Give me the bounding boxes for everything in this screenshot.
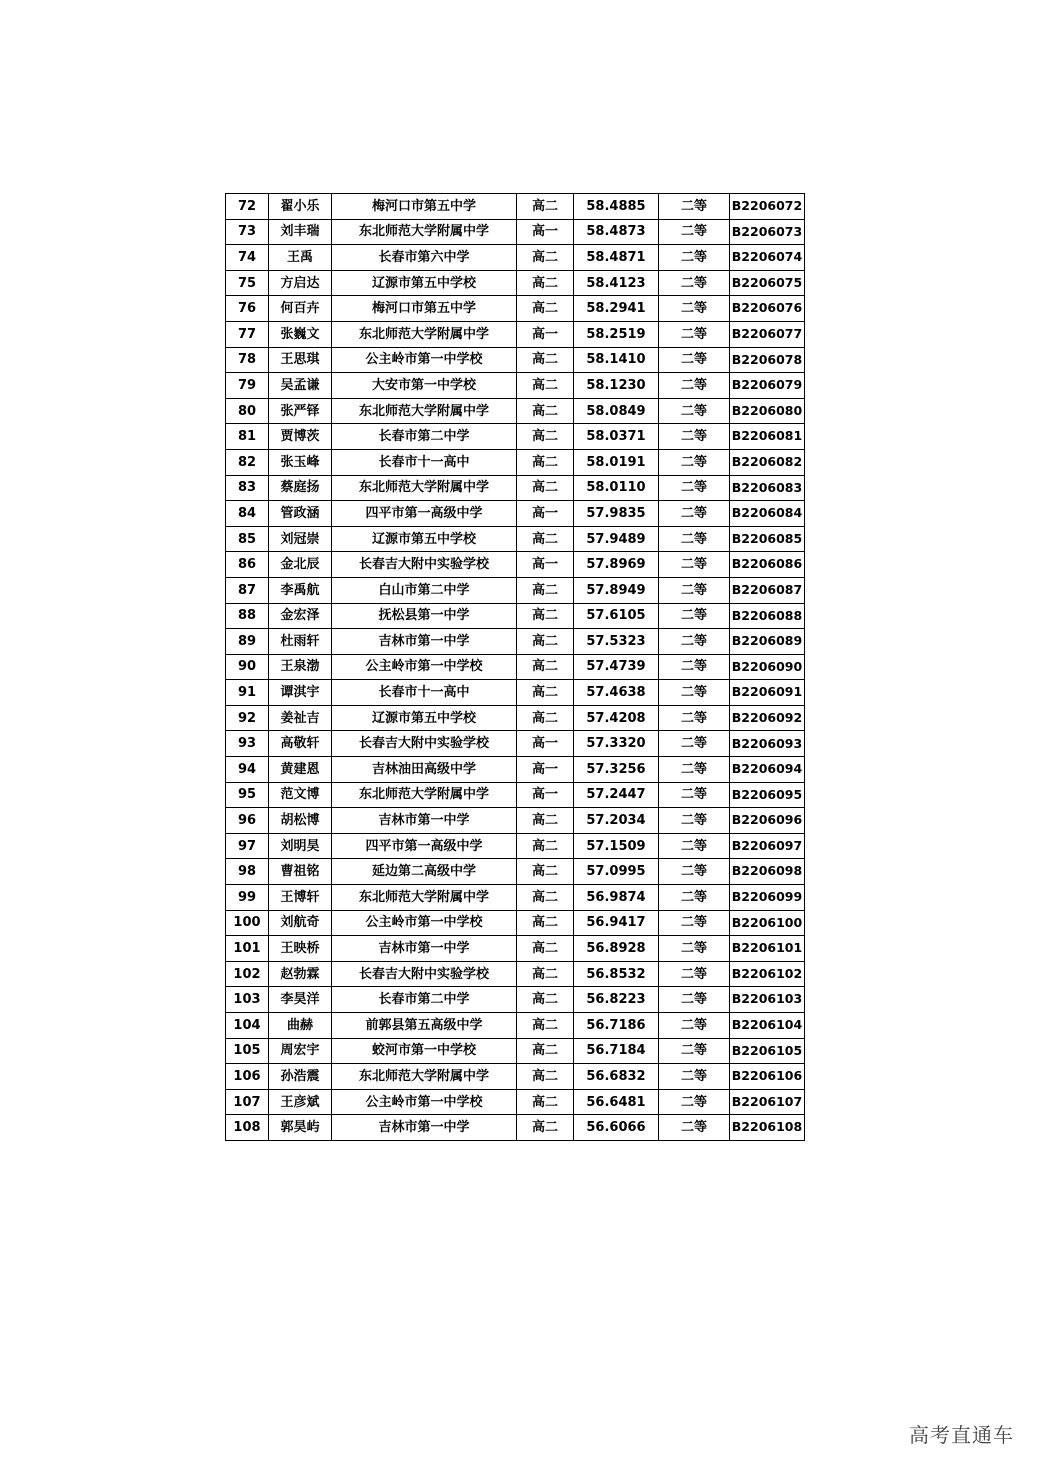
- rank-cell: 107: [226, 1089, 269, 1115]
- certificate-cell: B2206107: [730, 1089, 805, 1115]
- name-cell: 王思琪: [269, 347, 332, 373]
- award-cell: 二等: [659, 987, 730, 1013]
- grade-cell: 高二: [517, 654, 574, 680]
- school-cell: 公主岭市第一中学校: [332, 910, 517, 936]
- certificate-cell: B2206085: [730, 526, 805, 552]
- grade-cell: 高二: [517, 885, 574, 911]
- name-cell: 王博轩: [269, 885, 332, 911]
- rank-cell: 102: [226, 961, 269, 987]
- table-row: [226, 833, 805, 859]
- name-cell: 杜雨轩: [269, 629, 332, 655]
- table-row: [226, 270, 805, 296]
- grade-cell: 高二: [517, 808, 574, 834]
- school-cell: 四平市第一高级中学: [332, 833, 517, 859]
- name-cell: 张巍文: [269, 321, 332, 347]
- school-cell: 梅河口市第五中学: [332, 194, 517, 220]
- grade-cell: 高一: [517, 782, 574, 808]
- certificate-cell: B2206103: [730, 987, 805, 1013]
- award-cell: 二等: [659, 373, 730, 399]
- grade-cell: 高二: [517, 245, 574, 271]
- table-row: [226, 449, 805, 475]
- rank-cell: 87: [226, 577, 269, 603]
- award-cell: 二等: [659, 501, 730, 527]
- table-row: [226, 705, 805, 731]
- school-cell: 辽源市第五中学校: [332, 526, 517, 552]
- score-cell: 57.8949: [574, 577, 659, 603]
- name-cell: 管政涵: [269, 501, 332, 527]
- name-cell: 张严铎: [269, 398, 332, 424]
- certificate-cell: B2206095: [730, 782, 805, 808]
- rank-cell: 106: [226, 1064, 269, 1090]
- table-row: [226, 194, 805, 220]
- grade-cell: 高二: [517, 398, 574, 424]
- rank-cell: 104: [226, 1013, 269, 1039]
- certificate-cell: B2206074: [730, 245, 805, 271]
- name-cell: 金宏泽: [269, 603, 332, 629]
- school-cell: 公主岭市第一中学校: [332, 1089, 517, 1115]
- table-row: [226, 1013, 805, 1039]
- table-row: [226, 731, 805, 757]
- name-cell: 赵勃霖: [269, 961, 332, 987]
- table-row: [226, 1038, 805, 1064]
- table-row: [226, 910, 805, 936]
- certificate-cell: B2206075: [730, 270, 805, 296]
- rank-cell: 96: [226, 808, 269, 834]
- rank-cell: 80: [226, 398, 269, 424]
- certificate-cell: B2206073: [730, 219, 805, 245]
- score-cell: 57.3256: [574, 757, 659, 783]
- table-row: [226, 347, 805, 373]
- score-cell: 58.0849: [574, 398, 659, 424]
- certificate-cell: B2206079: [730, 373, 805, 399]
- name-cell: 刘冠崇: [269, 526, 332, 552]
- grade-cell: 高二: [517, 577, 574, 603]
- score-cell: 56.8223: [574, 987, 659, 1013]
- table-row: [226, 1115, 805, 1141]
- school-cell: 东北师范大学附属中学: [332, 219, 517, 245]
- school-cell: 白山市第二中学: [332, 577, 517, 603]
- score-cell: 56.9874: [574, 885, 659, 911]
- award-cell: 二等: [659, 859, 730, 885]
- award-cell: 二等: [659, 194, 730, 220]
- school-cell: 长春吉大附中实验学校: [332, 961, 517, 987]
- name-cell: 郭昊屿: [269, 1115, 332, 1141]
- score-cell: 57.0995: [574, 859, 659, 885]
- name-cell: 王映桥: [269, 936, 332, 962]
- grade-cell: 高二: [517, 1064, 574, 1090]
- name-cell: 李昊洋: [269, 987, 332, 1013]
- grade-cell: 高二: [517, 270, 574, 296]
- table-row: [226, 501, 805, 527]
- table-row: [226, 321, 805, 347]
- score-cell: 58.4871: [574, 245, 659, 271]
- award-cell: 二等: [659, 705, 730, 731]
- award-cell: 二等: [659, 398, 730, 424]
- score-cell: 56.8532: [574, 961, 659, 987]
- score-cell: 56.6481: [574, 1089, 659, 1115]
- name-cell: 曲赫: [269, 1013, 332, 1039]
- score-cell: 56.7184: [574, 1038, 659, 1064]
- score-cell: 58.2519: [574, 321, 659, 347]
- name-cell: 王泉渤: [269, 654, 332, 680]
- grade-cell: 高二: [517, 296, 574, 322]
- score-cell: 57.3320: [574, 731, 659, 757]
- award-cell: 二等: [659, 245, 730, 271]
- rank-cell: 86: [226, 552, 269, 578]
- certificate-cell: B2206086: [730, 552, 805, 578]
- school-cell: 长春吉大附中实验学校: [332, 552, 517, 578]
- score-cell: 58.4123: [574, 270, 659, 296]
- award-cell: 二等: [659, 603, 730, 629]
- school-cell: 长春市第六中学: [332, 245, 517, 271]
- table-row: [226, 1064, 805, 1090]
- name-cell: 张玉峰: [269, 449, 332, 475]
- school-cell: 东北师范大学附属中学: [332, 321, 517, 347]
- award-cell: 二等: [659, 449, 730, 475]
- name-cell: 王彦斌: [269, 1089, 332, 1115]
- grade-cell: 高二: [517, 1115, 574, 1141]
- grade-cell: 高二: [517, 603, 574, 629]
- school-cell: 长春市第二中学: [332, 987, 517, 1013]
- grade-cell: 高二: [517, 680, 574, 706]
- table-row: [226, 936, 805, 962]
- school-cell: 东北师范大学附属中学: [332, 885, 517, 911]
- certificate-cell: B2206076: [730, 296, 805, 322]
- rank-cell: 99: [226, 885, 269, 911]
- name-cell: 曹祖铭: [269, 859, 332, 885]
- award-cell: 二等: [659, 1089, 730, 1115]
- school-cell: 梅河口市第五中学: [332, 296, 517, 322]
- score-cell: 58.0371: [574, 424, 659, 450]
- name-cell: 蔡庭扬: [269, 475, 332, 501]
- table-row: [226, 808, 805, 834]
- certificate-cell: B2206090: [730, 654, 805, 680]
- table-row: [226, 526, 805, 552]
- table-row: [226, 577, 805, 603]
- award-cell: 二等: [659, 424, 730, 450]
- certificate-cell: B2206092: [730, 705, 805, 731]
- school-cell: 吉林市第一中学: [332, 1115, 517, 1141]
- certificate-cell: B2206106: [730, 1064, 805, 1090]
- table-row: [226, 885, 805, 911]
- school-cell: 东北师范大学附属中学: [332, 782, 517, 808]
- award-cell: 二等: [659, 757, 730, 783]
- certificate-cell: B2206098: [730, 859, 805, 885]
- school-cell: 吉林市第一中学: [332, 629, 517, 655]
- table-row: [226, 757, 805, 783]
- score-cell: 58.1410: [574, 347, 659, 373]
- award-cell: 二等: [659, 219, 730, 245]
- school-cell: 辽源市第五中学校: [332, 270, 517, 296]
- table-row: [226, 680, 805, 706]
- name-cell: 周宏宇: [269, 1038, 332, 1064]
- certificate-cell: B2206094: [730, 757, 805, 783]
- name-cell: 谭淇宇: [269, 680, 332, 706]
- award-cell: 二等: [659, 270, 730, 296]
- rank-cell: 88: [226, 603, 269, 629]
- award-cell: 二等: [659, 885, 730, 911]
- school-cell: 长春吉大附中实验学校: [332, 731, 517, 757]
- grade-cell: 高二: [517, 629, 574, 655]
- grade-cell: 高二: [517, 859, 574, 885]
- rank-cell: 85: [226, 526, 269, 552]
- certificate-cell: B2206088: [730, 603, 805, 629]
- school-cell: 前郭县第五高级中学: [332, 1013, 517, 1039]
- name-cell: 方启达: [269, 270, 332, 296]
- results-table-body: [226, 194, 805, 1141]
- rank-cell: 78: [226, 347, 269, 373]
- rank-cell: 100: [226, 910, 269, 936]
- award-cell: 二等: [659, 680, 730, 706]
- name-cell: 王禹: [269, 245, 332, 271]
- rank-cell: 108: [226, 1115, 269, 1141]
- school-cell: 吉林市第一中学: [332, 936, 517, 962]
- school-cell: 吉林油田高级中学: [332, 757, 517, 783]
- rank-cell: 72: [226, 194, 269, 220]
- award-cell: 二等: [659, 629, 730, 655]
- rank-cell: 94: [226, 757, 269, 783]
- award-cell: 二等: [659, 808, 730, 834]
- certificate-cell: B2206099: [730, 885, 805, 911]
- award-cell: 二等: [659, 552, 730, 578]
- rank-cell: 83: [226, 475, 269, 501]
- grade-cell: 高二: [517, 424, 574, 450]
- table-row: [226, 987, 805, 1013]
- table-row: [226, 552, 805, 578]
- table-row: [226, 219, 805, 245]
- certificate-cell: B2206072: [730, 194, 805, 220]
- certificate-cell: B2206078: [730, 347, 805, 373]
- score-cell: 56.8928: [574, 936, 659, 962]
- certificate-cell: B2206105: [730, 1038, 805, 1064]
- score-cell: 57.2447: [574, 782, 659, 808]
- score-cell: 57.9489: [574, 526, 659, 552]
- score-cell: 57.5323: [574, 629, 659, 655]
- certificate-cell: B2206084: [730, 501, 805, 527]
- rank-cell: 74: [226, 245, 269, 271]
- table-row: [226, 782, 805, 808]
- school-cell: 长春市第二中学: [332, 424, 517, 450]
- rank-cell: 90: [226, 654, 269, 680]
- certificate-cell: B2206077: [730, 321, 805, 347]
- score-cell: 57.2034: [574, 808, 659, 834]
- name-cell: 姜祉吉: [269, 705, 332, 731]
- certificate-cell: B2206101: [730, 936, 805, 962]
- name-cell: 刘明昊: [269, 833, 332, 859]
- award-cell: 二等: [659, 577, 730, 603]
- score-cell: 57.1509: [574, 833, 659, 859]
- table-row: [226, 629, 805, 655]
- name-cell: 吴孟谦: [269, 373, 332, 399]
- table-row: [226, 373, 805, 399]
- score-cell: 56.6832: [574, 1064, 659, 1090]
- score-cell: 58.2941: [574, 296, 659, 322]
- grade-cell: 高二: [517, 833, 574, 859]
- certificate-cell: B2206081: [730, 424, 805, 450]
- rank-cell: 95: [226, 782, 269, 808]
- table-row: [226, 475, 805, 501]
- grade-cell: 高一: [517, 321, 574, 347]
- school-cell: 东北师范大学附属中学: [332, 475, 517, 501]
- grade-cell: 高二: [517, 1013, 574, 1039]
- school-cell: 蛟河市第一中学校: [332, 1038, 517, 1064]
- name-cell: 胡松博: [269, 808, 332, 834]
- name-cell: 金北辰: [269, 552, 332, 578]
- grade-cell: 高二: [517, 373, 574, 399]
- school-cell: 长春市十一高中: [332, 680, 517, 706]
- name-cell: 黄建恩: [269, 757, 332, 783]
- award-cell: 二等: [659, 1064, 730, 1090]
- certificate-cell: B2206089: [730, 629, 805, 655]
- table-row: [226, 654, 805, 680]
- score-cell: 57.8969: [574, 552, 659, 578]
- certificate-cell: B2206087: [730, 577, 805, 603]
- score-cell: 56.9417: [574, 910, 659, 936]
- name-cell: 高敬轩: [269, 731, 332, 757]
- award-cell: 二等: [659, 475, 730, 501]
- school-cell: 四平市第一高级中学: [332, 501, 517, 527]
- grade-cell: 高二: [517, 526, 574, 552]
- rank-cell: 97: [226, 833, 269, 859]
- rank-cell: 103: [226, 987, 269, 1013]
- rank-cell: 89: [226, 629, 269, 655]
- grade-cell: 高二: [517, 936, 574, 962]
- award-cell: 二等: [659, 731, 730, 757]
- award-cell: 二等: [659, 321, 730, 347]
- score-cell: 57.4739: [574, 654, 659, 680]
- name-cell: 何百卉: [269, 296, 332, 322]
- rank-cell: 93: [226, 731, 269, 757]
- table-row: [226, 296, 805, 322]
- score-cell: 58.4873: [574, 219, 659, 245]
- name-cell: 贾博茨: [269, 424, 332, 450]
- rank-cell: 77: [226, 321, 269, 347]
- award-cell: 二等: [659, 910, 730, 936]
- grade-cell: 高一: [517, 757, 574, 783]
- award-cell: 二等: [659, 296, 730, 322]
- table-row: [226, 398, 805, 424]
- award-cell: 二等: [659, 936, 730, 962]
- award-cell: 二等: [659, 1013, 730, 1039]
- score-cell: 57.9835: [574, 501, 659, 527]
- score-cell: 56.7186: [574, 1013, 659, 1039]
- name-cell: 孙浩震: [269, 1064, 332, 1090]
- score-cell: 57.4638: [574, 680, 659, 706]
- footer-brand-label: 高考直通车: [909, 1423, 1014, 1447]
- table-row: [226, 424, 805, 450]
- grade-cell: 高二: [517, 475, 574, 501]
- rank-cell: 75: [226, 270, 269, 296]
- certificate-cell: B2206096: [730, 808, 805, 834]
- rank-cell: 105: [226, 1038, 269, 1064]
- table-row: [226, 961, 805, 987]
- rank-cell: 92: [226, 705, 269, 731]
- score-cell: 57.6105: [574, 603, 659, 629]
- certificate-cell: B2206080: [730, 398, 805, 424]
- certificate-cell: B2206102: [730, 961, 805, 987]
- score-cell: 58.0191: [574, 449, 659, 475]
- rank-cell: 98: [226, 859, 269, 885]
- school-cell: 延边第二高级中学: [332, 859, 517, 885]
- certificate-cell: B2206100: [730, 910, 805, 936]
- award-cell: 二等: [659, 347, 730, 373]
- award-cell: 二等: [659, 1038, 730, 1064]
- grade-cell: 高二: [517, 1038, 574, 1064]
- score-cell: 56.6066: [574, 1115, 659, 1141]
- name-cell: 刘航奇: [269, 910, 332, 936]
- grade-cell: 高二: [517, 194, 574, 220]
- table-row: [226, 859, 805, 885]
- grade-cell: 高二: [517, 961, 574, 987]
- score-cell: 58.1230: [574, 373, 659, 399]
- score-cell: 58.4885: [574, 194, 659, 220]
- grade-cell: 高二: [517, 705, 574, 731]
- award-cell: 二等: [659, 654, 730, 680]
- table-row: [226, 1089, 805, 1115]
- grade-cell: 高一: [517, 501, 574, 527]
- grade-cell: 高二: [517, 1089, 574, 1115]
- school-cell: 东北师范大学附属中学: [332, 1064, 517, 1090]
- school-cell: 抚松县第一中学: [332, 603, 517, 629]
- certificate-cell: B2206093: [730, 731, 805, 757]
- award-cell: 二等: [659, 526, 730, 552]
- certificate-cell: B2206082: [730, 449, 805, 475]
- school-cell: 东北师范大学附属中学: [332, 398, 517, 424]
- award-cell: 二等: [659, 833, 730, 859]
- score-cell: 57.4208: [574, 705, 659, 731]
- name-cell: 范文博: [269, 782, 332, 808]
- rank-cell: 79: [226, 373, 269, 399]
- rank-cell: 82: [226, 449, 269, 475]
- grade-cell: 高二: [517, 449, 574, 475]
- school-cell: 公主岭市第一中学校: [332, 347, 517, 373]
- school-cell: 公主岭市第一中学校: [332, 654, 517, 680]
- school-cell: 长春市十一高中: [332, 449, 517, 475]
- school-cell: 大安市第一中学校: [332, 373, 517, 399]
- name-cell: 翟小乐: [269, 194, 332, 220]
- certificate-cell: B2206097: [730, 833, 805, 859]
- award-cell: 二等: [659, 782, 730, 808]
- school-cell: 吉林市第一中学: [332, 808, 517, 834]
- certificate-cell: B2206091: [730, 680, 805, 706]
- name-cell: 刘丰瑞: [269, 219, 332, 245]
- rank-cell: 84: [226, 501, 269, 527]
- table-row: [226, 245, 805, 271]
- table-row: [226, 603, 805, 629]
- grade-cell: 高一: [517, 219, 574, 245]
- rank-cell: 73: [226, 219, 269, 245]
- award-cell: 二等: [659, 1115, 730, 1141]
- results-table: [225, 193, 805, 1141]
- school-cell: 辽源市第五中学校: [332, 705, 517, 731]
- rank-cell: 81: [226, 424, 269, 450]
- grade-cell: 高二: [517, 910, 574, 936]
- name-cell: 李禹航: [269, 577, 332, 603]
- grade-cell: 高一: [517, 552, 574, 578]
- certificate-cell: B2206104: [730, 1013, 805, 1039]
- rank-cell: 76: [226, 296, 269, 322]
- grade-cell: 高二: [517, 987, 574, 1013]
- rank-cell: 101: [226, 936, 269, 962]
- certificate-cell: B2206108: [730, 1115, 805, 1141]
- certificate-cell: B2206083: [730, 475, 805, 501]
- rank-cell: 91: [226, 680, 269, 706]
- award-cell: 二等: [659, 961, 730, 987]
- grade-cell: 高一: [517, 731, 574, 757]
- grade-cell: 高二: [517, 347, 574, 373]
- score-cell: 58.0110: [574, 475, 659, 501]
